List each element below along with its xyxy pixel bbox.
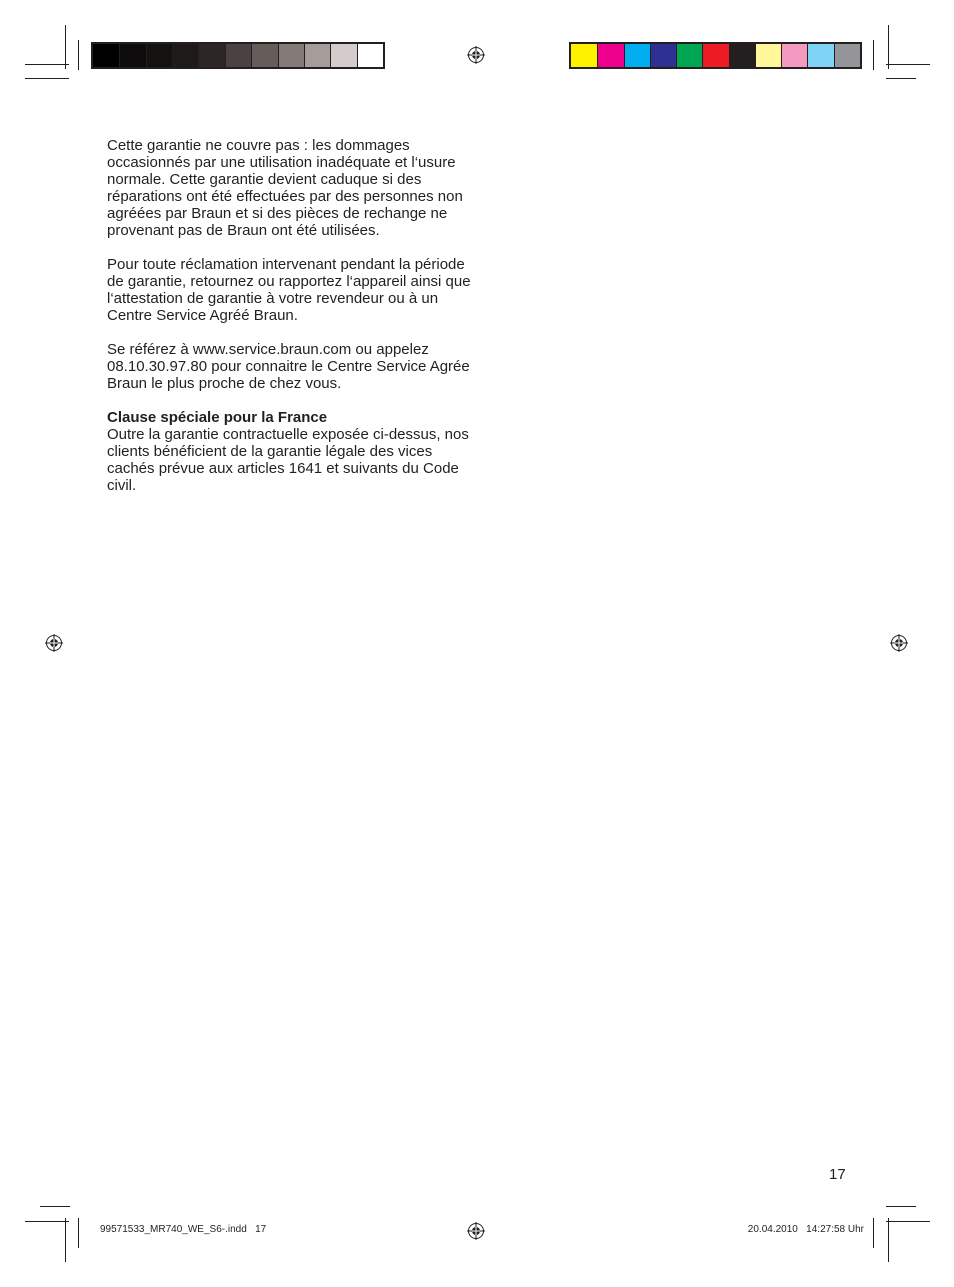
crop-mark <box>873 40 874 70</box>
crop-mark <box>886 78 916 79</box>
warranty-paragraph-exclusions: Cette garantie ne couvre pas : les dommages occasionnés par une utilisation inadéquate et l‘usure normale. Cette garantie devient caduque si des réparations ont été effectuées par des personnes non agréées par Braun et si des pièces de rechange ne provenant pas de Braun ont été utilisées. <box>107 137 463 239</box>
grayscale-swatch <box>119 44 145 67</box>
color-swatch <box>597 44 623 67</box>
crop-mark <box>25 78 69 79</box>
color-swatch <box>676 44 702 67</box>
crop-mark <box>78 40 79 70</box>
registration-mark-icon <box>467 46 485 64</box>
crop-mark <box>78 1218 79 1248</box>
crop-mark <box>886 64 930 65</box>
grayscale-swatch <box>304 44 330 67</box>
slug-file-info: 99571533_MR740_WE_S6-.indd 17 <box>100 1224 267 1235</box>
page-number: 17 <box>829 1166 846 1183</box>
color-swatch <box>729 44 755 67</box>
grayscale-swatch <box>225 44 251 67</box>
warranty-paragraph-service: Se référez à www.service.braun.com ou appelez 08.10.30.97.80 pour connaitre le Centre Service Agrée Braun le plus proche de chez vous. <box>107 341 470 392</box>
grayscale-swatch <box>357 44 383 67</box>
crop-mark <box>40 1206 70 1207</box>
warranty-text <box>107 137 477 511</box>
grayscale-swatch <box>93 44 119 67</box>
registration-mark-icon <box>890 634 908 652</box>
crop-mark <box>886 1221 930 1222</box>
color-swatch <box>834 44 860 67</box>
grayscale-calibration-bar <box>91 42 385 69</box>
grayscale-swatch <box>278 44 304 67</box>
crop-mark <box>25 64 69 65</box>
slug-timestamp: 20.04.2010 14:27:58 Uhr <box>747 1224 864 1235</box>
color-swatch <box>781 44 807 67</box>
color-swatch <box>807 44 833 67</box>
special-clause-section <box>107 409 477 494</box>
grayscale-swatch <box>198 44 224 67</box>
warranty-paragraph-claims: Pour toute réclamation intervenant pendant la période de garantie, retournez ou rapportez l‘appareil ainsi que l‘attestation de garantie à votre revendeur ou à un Centre Service Agréé Braun. <box>107 256 471 324</box>
grayscale-swatch <box>251 44 277 67</box>
crop-mark <box>886 1206 916 1207</box>
registration-mark-icon <box>467 1222 485 1240</box>
grayscale-swatch <box>172 44 198 67</box>
color-calibration-bar <box>569 42 862 69</box>
grayscale-swatch <box>330 44 356 67</box>
special-clause-paragraph: Outre la garantie contractuelle exposée ci-dessus, nos clients bénéficient de la garantie légale des vices cachés prévue aux articles 1641 et suivants du Code civil. <box>107 426 469 494</box>
crop-mark <box>873 1218 874 1248</box>
registration-mark-icon <box>45 634 63 652</box>
color-swatch <box>702 44 728 67</box>
crop-mark <box>65 25 66 69</box>
crop-mark <box>65 1218 66 1262</box>
grayscale-swatch <box>146 44 172 67</box>
color-swatch <box>650 44 676 67</box>
color-swatch <box>624 44 650 67</box>
crop-mark <box>25 1221 69 1222</box>
color-swatch <box>571 44 597 67</box>
color-swatch <box>755 44 781 67</box>
crop-mark <box>888 1218 889 1262</box>
special-clause-heading: Clause spéciale pour la France <box>107 409 328 426</box>
crop-mark <box>888 25 889 69</box>
